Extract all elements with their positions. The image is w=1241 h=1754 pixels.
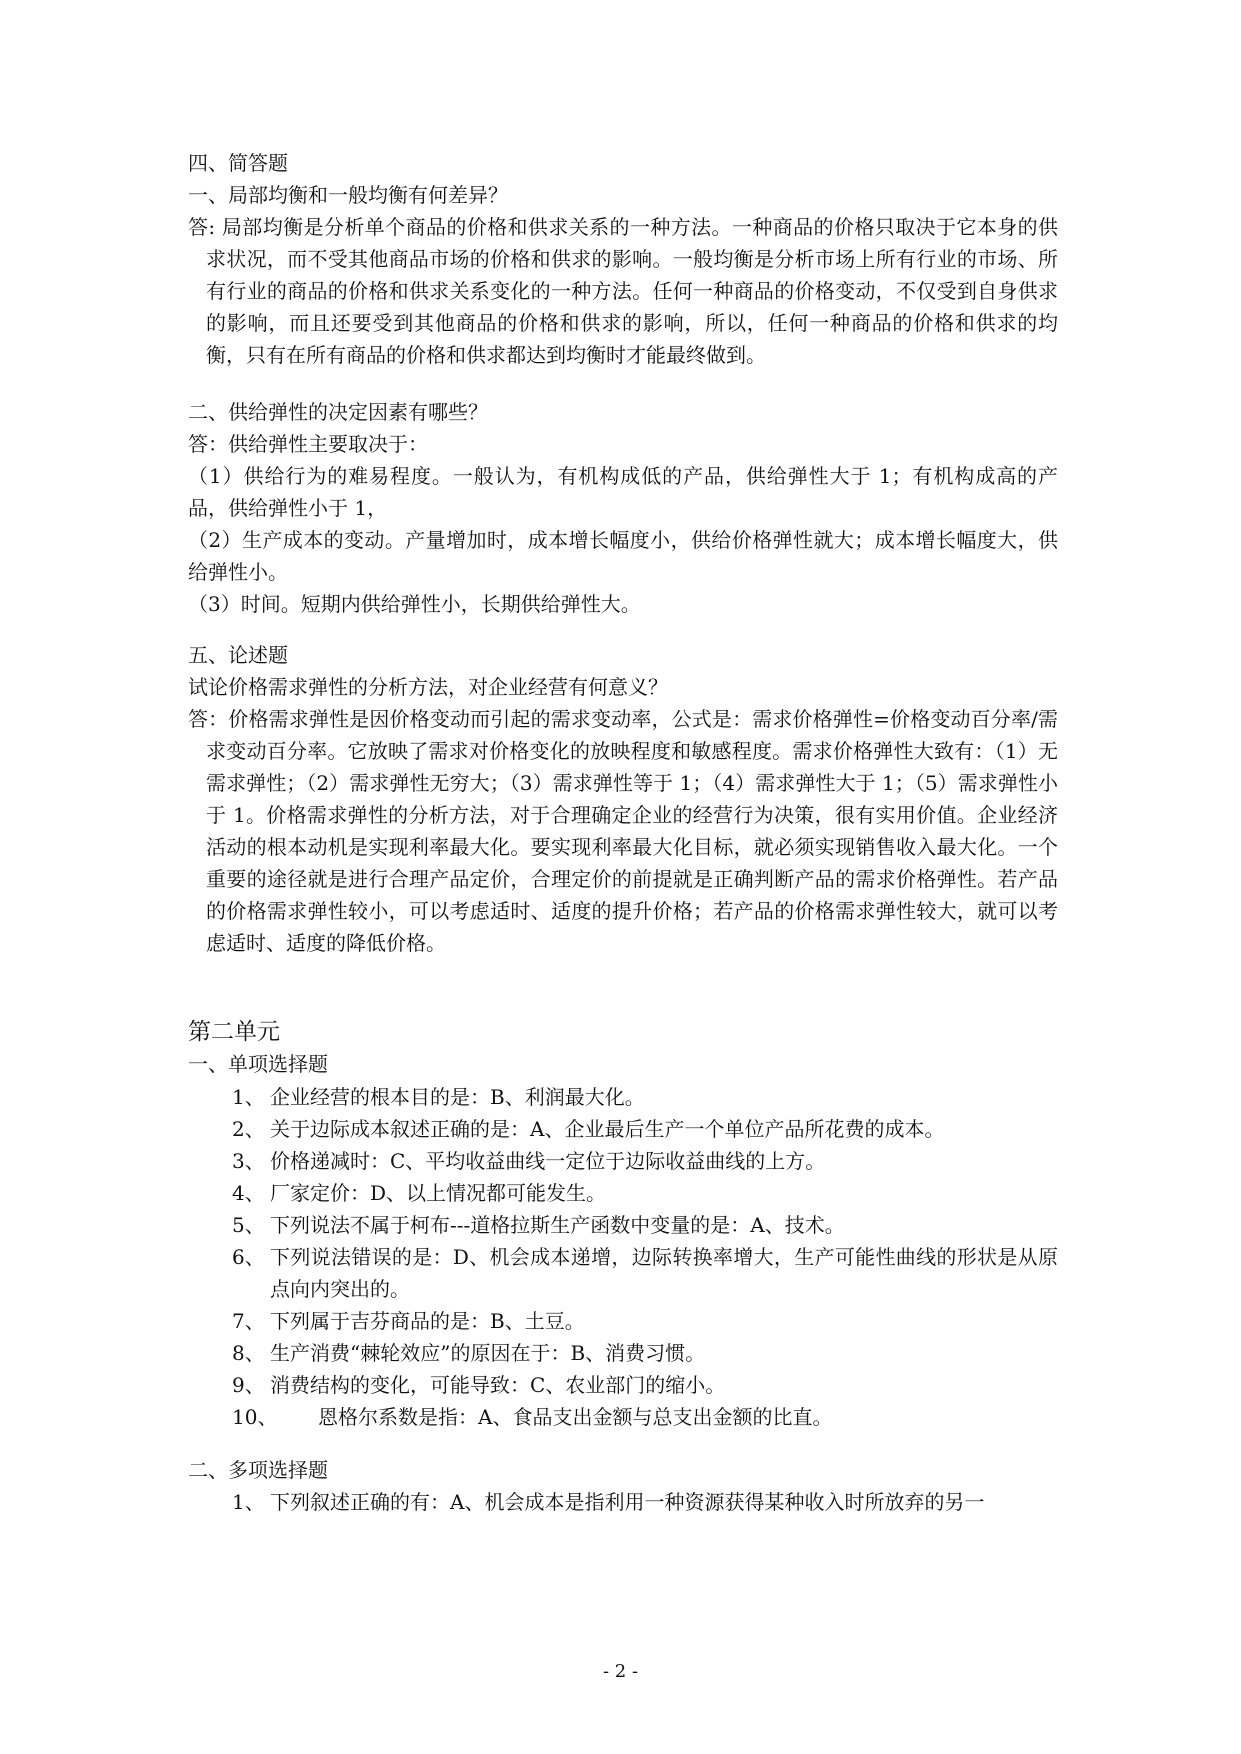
list-item [188, 1209, 1058, 1241]
list-item [188, 1081, 1058, 1113]
multi-choice-title: 二、多项选择题 [188, 1457, 328, 1482]
list-item-number: 4、 [232, 1180, 265, 1205]
answer-2-point-3: （3）时间。短期内供给弹性小，长期供给弹性大。 [188, 592, 641, 616]
list-item-text: 消费结构的变化，可能导致：C、农业部门的缩小。 [270, 1372, 726, 1397]
list-item-number: 1、 [232, 1084, 265, 1109]
list-item [188, 1369, 1058, 1401]
answer-2-intro: 答：供给弹性主要取决于： [188, 431, 428, 456]
page-number: - 2 - [602, 1661, 639, 1682]
essay-answer: 答：价格需求弹性是因价格变动而引起的需求变动率，公式是：需求价格弹性=价格变动百分率/需求变动百分率。它放映了需求对价格变化的放映程度和敏感程度。需求价格弹性大致有：（1）无需求弹性；（2）需求弹性无穷大；（3）需求弹性等于 1；（4）需求弹性大于 1；（5）需求弹性小于 1。价格需求弹性的分析方法，对于合理确定企业的经营行为决策，很有实用价值。企业经济活动的根本动机是实现利率最大化。要实现利率最大化目标，就必须实现销售收入最大化。一个重要的途径就是进行合理产品定价，合理定价的前提就是正确判断产品的需求价格弹性。若产品的价格需求弹性较小，可以考虑适时、适度的提升价格；若产品的价格需求弹性较大，就可以考虑适时、适度的降低价格。 [188, 707, 1058, 955]
list-item-number: 7、 [232, 1308, 265, 1333]
list-item-text: 价格递减时：C、平均收益曲线一定位于边际收益曲线的上方。 [270, 1148, 826, 1173]
list-item-text: 下列叙述正确的有：A、机会成本是指利用一种资源获得某种收入时所放弃的另一 [270, 1490, 985, 1514]
list-item-number: 9、 [232, 1372, 265, 1397]
multi-choice-list [188, 1486, 1058, 1518]
list-item-text: 生产消费“棘轮效应”的原因在于：B、消费习惯。 [270, 1340, 706, 1365]
list-item [188, 1241, 1058, 1305]
list-item [188, 1177, 1058, 1209]
list-item [188, 1486, 1058, 1518]
list-item-text: 厂家定价：D、以上情况都可能发生。 [270, 1180, 607, 1205]
answer-2-point-1: （1）供给行为的难易程度。一般认为，有机构成低的产品，供给弹性大于 1；有机构成高的产品，供给弹性小于 1， [188, 464, 1058, 520]
list-item-text: 下列属于吉芬商品的是：B、土豆。 [270, 1308, 585, 1333]
list-item-number: 3、 [232, 1148, 265, 1173]
essay-question: 试论价格需求弹性的分析方法，对企业经营有何意义？ [188, 674, 668, 699]
list-item-text: 下列说法错误的是：D、机会成本递增，边际转换率增大，生产可能性曲线的形状是从原点向内突出的。 [270, 1244, 1058, 1301]
question-1: 一、局部均衡和一般均衡有何差异？ [188, 182, 508, 207]
list-item-number: 1、 [232, 1490, 265, 1514]
list-item-number: 5、 [232, 1212, 265, 1237]
list-item-number: 6、 [232, 1244, 265, 1269]
unit-2-title: 第二单元 [188, 1019, 280, 1045]
list-item-text: 关于边际成本叙述正确的是：A、企业最后生产一个单位产品所花费的成本。 [270, 1116, 945, 1141]
list-item-text: 恩格尔系数是指：A、食品支出金额与总支出金额的比直。 [318, 1404, 833, 1429]
list-item [188, 1305, 1058, 1337]
list-item-text: 企业经营的根本目的是：B、利润最大化。 [270, 1084, 645, 1109]
list-item [188, 1401, 1058, 1433]
answer-2-point-2: （2）生产成本的变动。产量增加时，成本增长幅度小，供给价格弹性就大；成本增长幅度大，供给弹性小。 [188, 528, 1058, 584]
list-item [188, 1337, 1058, 1369]
list-item-text: 下列说法不属于柯布---道格拉斯生产函数中变量的是：A、技术。 [270, 1212, 845, 1237]
list-item-number: 8、 [232, 1340, 265, 1365]
list-item [188, 1145, 1058, 1177]
section-5-title: 五、论述题 [188, 643, 288, 667]
section-4-title: 四、简答题 [188, 151, 288, 175]
question-2: 二、供给弹性的决定因素有哪些？ [188, 400, 488, 424]
list-item-number: 10、 [232, 1404, 278, 1429]
single-choice-list [188, 1081, 1058, 1433]
answer-1: 答: 局部均衡是分析单个商品的价格和供求关系的一种方法。一种商品的价格只取决于它本身的供求状况，而不受其他商品市场的价格和供求的影响。一般均衡是分析市场上所有行业的市场、所有行业的商品的价格和供求关系变化的一种方法。任何一种商品的价格变动，不仅受到自身供求的影响，而且还要受到其他商品的价格和供求的影响，所以，任何一种商品的价格和供求的均衡，只有在所有商品的价格和供求都达到均衡时才能最终做到。 [188, 215, 1058, 367]
list-item-number: 2、 [232, 1116, 265, 1141]
single-choice-title: 一、单项选择题 [188, 1052, 328, 1076]
list-item [188, 1113, 1058, 1145]
document-page [188, 148, 1058, 1518]
